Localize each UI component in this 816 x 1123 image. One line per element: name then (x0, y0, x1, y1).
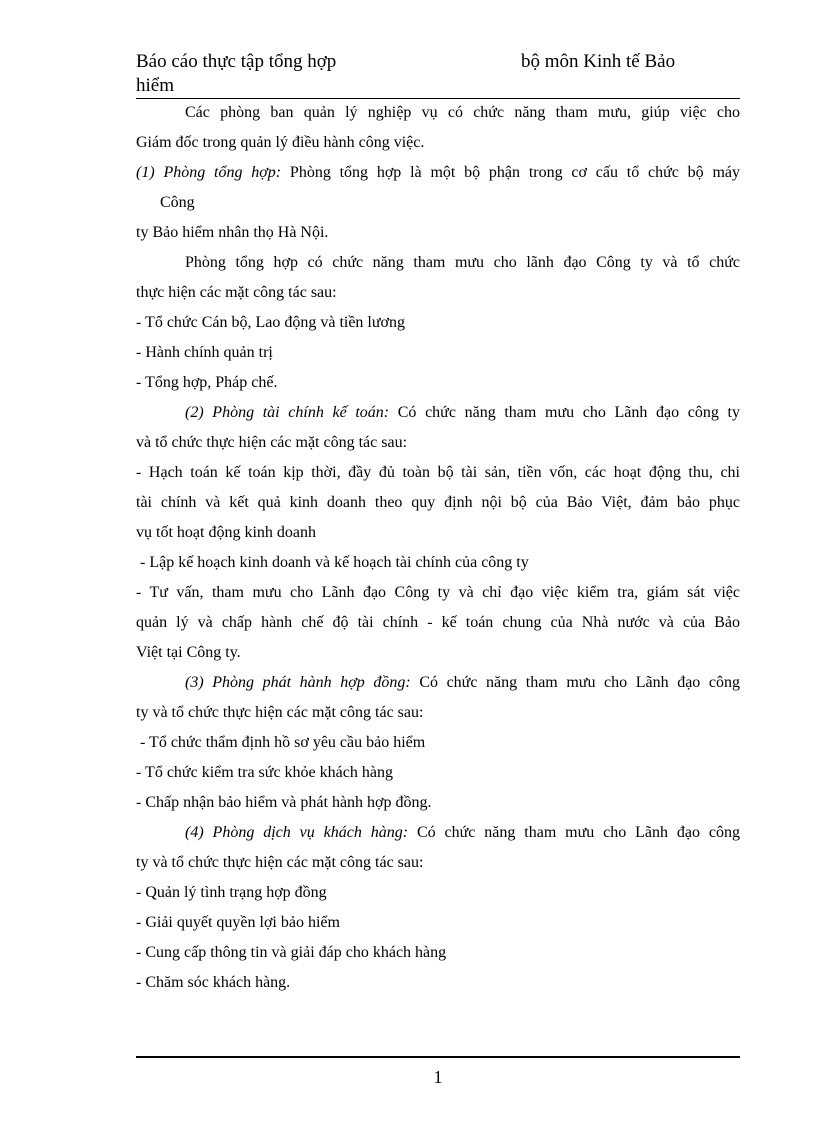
list-item-continuation: Việt tại Công ty. (136, 644, 241, 661)
page-number: 1 (433, 1067, 443, 1087)
list-item: - Lập kế hoạch kinh doanh và kế hoạch tài chính của công ty (136, 554, 529, 571)
list-item: - Giải quyết quyền lợi bảo hiểm (136, 914, 340, 931)
section-label: (3) Phòng phát hành hợp đồng: (185, 674, 411, 691)
header-line (136, 50, 740, 74)
paragraph-line: Phòng tổng hợp có chức năng tham mưu cho lãnh đạo Công ty và tổ chức (185, 254, 740, 271)
section-text: Có chức năng tham mưu cho Lãnh đạo công (408, 824, 740, 841)
header-department: bộ môn Kinh tế Bảo (521, 51, 676, 72)
section-text: Có chức năng tham mưu cho Lãnh đạo công (410, 674, 740, 691)
header-department-continuation: hiểm (136, 75, 174, 96)
paragraph-line: ty Bảo hiểm nhân thọ Hà Nội. (136, 224, 329, 241)
list-item: - Tổ chức Cán bộ, Lao động và tiền lương (136, 314, 406, 331)
list-item: - Tổ chức thẩm định hồ sơ yêu cầu bảo hiểm (136, 734, 426, 751)
paragraph-line: Giám đốc trong quản lý điều hành công việc. (136, 134, 425, 151)
page-header (136, 50, 740, 98)
paragraph-line: Công (160, 194, 195, 211)
list-item-continuation: quản lý và chấp hành chế độ tài chính - kế toán chung của Nhà nước và của Bảo (136, 614, 740, 631)
section-heading-phat-hanh (136, 668, 740, 698)
section-text: Phòng tổng hợp là một bộ phận trong cơ cấu tổ chức bộ máy (281, 164, 740, 181)
list-item: - Chăm sóc khách hàng. (136, 974, 291, 991)
paragraph-line: Các phòng ban quản lý nghiệp vụ có chức năng tham mưu, giúp việc cho (185, 104, 740, 121)
section-label: (1) Phòng tổng hợp: (136, 164, 282, 181)
section-text: Có chức năng tham mưu cho Lãnh đạo công ty (389, 404, 740, 421)
footer-divider (136, 1056, 740, 1058)
list-item: - Chấp nhận bảo hiểm và phát hành hợp đồng. (136, 794, 432, 811)
list-item-continuation: vụ tốt hoạt động kinh doanh (136, 524, 316, 541)
section-label: (2) Phòng tài chính kế toán: (185, 404, 390, 421)
list-item: - Tổng hợp, Pháp chế. (136, 374, 278, 391)
section-label: (4) Phòng dịch vụ khách hàng: (185, 824, 409, 841)
paragraph-line: thực hiện các mặt công tác sau: (136, 284, 337, 301)
list-item: - Tổ chức kiểm tra sức khỏe khách hàng (136, 764, 393, 781)
section-heading-dich-vu (136, 818, 740, 848)
list-item: - Cung cấp thông tin và giải đáp cho khách hàng (136, 944, 447, 961)
paragraph-line: ty và tổ chức thực hiện các mặt công tác sau: (136, 854, 424, 871)
paragraph-line: và tổ chức thực hiện các mặt công tác sau: (136, 434, 408, 451)
list-item: - Hành chính quản trị (136, 344, 273, 361)
list-item-continuation: tài chính và kết quả kinh doanh theo quy định nội bộ của Bảo Việt, đảm bảo phục (136, 494, 740, 511)
section-heading-tai-chinh (136, 398, 740, 428)
paragraph-line: ty và tổ chức thực hiện các mặt công tác sau: (136, 704, 424, 721)
list-item: - Hạch toán kế toán kịp thời, đầy đủ toàn bộ tài sản, tiền vốn, các hoạt động thu, chi (136, 464, 740, 481)
header-report-title: Báo cáo thực tập tổng hợp (136, 51, 337, 72)
list-item: - Tư vấn, tham mưu cho Lãnh đạo Công ty và chỉ đạo việc kiểm tra, giám sát việc (136, 584, 740, 601)
section-heading-tong-hop (136, 158, 740, 188)
document-body (136, 98, 740, 998)
list-item: - Quản lý tình trạng hợp đồng (136, 884, 327, 901)
